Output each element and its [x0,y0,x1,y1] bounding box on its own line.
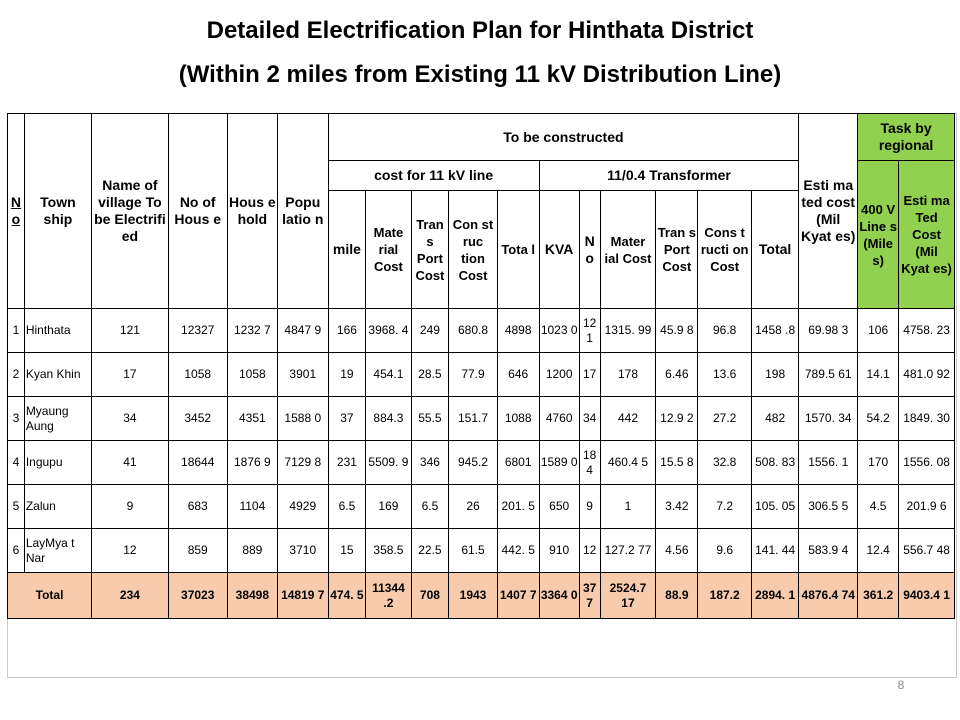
cell-400v: 170 [858,441,899,485]
cell-village: 34 [92,397,169,441]
cell-houses: 683 [168,485,227,529]
cell-tr-transport: 12.9 2 [656,397,698,441]
cell-tr-transport: 4.56 [656,529,698,573]
cell-no: 6 [8,529,25,573]
cell-mile: 19 [328,353,366,397]
cell-tr-no: 12 [579,529,600,573]
cell-village: 121 [92,309,169,353]
cell-tr-total: 482 [751,397,798,441]
table-row [8,397,955,441]
page-title: Detailed Electrification Plan for Hinthata District [206,17,754,44]
cell-tr-material: 127.2 77 [600,529,656,573]
header-est-cost: Esti ma ted cost (Mil Kyat es) [799,114,858,309]
cell-material: 454.1 [366,353,411,397]
header-transport-cost: Tran s Port Cost [411,191,449,309]
cell-village: 12 [92,529,169,573]
cell-household: 1058 [227,353,277,397]
cell-material: 5509. 9 [366,441,411,485]
total-400v: 361.2 [858,573,899,619]
total-label: Total [8,573,92,619]
cell-400v: 54.2 [858,397,899,441]
cell-household: 1232 7 [227,309,277,353]
cell-total: 1088 [497,397,539,441]
header-tr-material-cost: Mater ial Cost [600,191,656,309]
header-material-cost: Mate rial Cost [366,191,411,309]
cell-tr-material: 460.4 5 [600,441,656,485]
total-kva: 3364 0 [539,573,579,619]
header-est-ted-cost: Esti ma Ted Cost (Mil Kyat es) [899,161,955,309]
cell-mile: 231 [328,441,366,485]
total-houses: 37023 [168,573,227,619]
cell-no: 4 [8,441,25,485]
cell-tr-no: 12 1 [579,309,600,353]
cell-construction: 26 [449,485,497,529]
table-row [8,441,955,485]
total-mile: 474. 5 [328,573,366,619]
header-mile: mile [328,191,366,309]
cell-est-cost: 583.9 4 [799,529,858,573]
header-household: Hous e hold [227,114,277,309]
header-population: Popu latio n [278,114,328,309]
cell-tr-transport: 45.9 8 [656,309,698,353]
cell-tr-no: 17 [579,353,600,397]
cell-population: 3901 [278,353,328,397]
cell-township: Hinthata [24,309,91,353]
cell-township: Myaung Aung [24,397,91,441]
electrification-table [7,113,955,619]
cell-tr-material: 178 [600,353,656,397]
header-tr-no: No [579,191,600,309]
cell-no: 3 [8,397,25,441]
table-row [8,309,955,353]
cell-kva: 650 [539,485,579,529]
header-tr-construction-cost: Cons t ructi on Cost [698,191,752,309]
cell-tr-transport: 3.42 [656,485,698,529]
cell-total: 6801 [497,441,539,485]
cell-tr-construction: 32.8 [698,441,752,485]
total-construction: 1943 [449,573,497,619]
cell-no: 1 [8,309,25,353]
cell-est-cost: 789.5 61 [799,353,858,397]
cell-construction: 945.2 [449,441,497,485]
header-houses: No of Hous e [168,114,227,309]
total-tr-transport: 88.9 [656,573,698,619]
cell-material: 169 [366,485,411,529]
cell-houses: 18644 [168,441,227,485]
cell-tr-total: 141. 44 [751,529,798,573]
cell-transport: 22.5 [411,529,449,573]
page-subtitle: (Within 2 miles from Existing 11 kV Distribution Line) [178,61,782,88]
cell-tr-no: 9 [579,485,600,529]
header-construction-cost: Con st ruc tion Cost [449,191,497,309]
cell-houses: 12327 [168,309,227,353]
cell-kva: 1589 0 [539,441,579,485]
total-est-ted: 9403.4 1 [899,573,955,619]
header-no: No [8,114,25,309]
cell-400v: 12.4 [858,529,899,573]
cell-400v: 4.5 [858,485,899,529]
cell-tr-material: 1315. 99 [600,309,656,353]
cell-est-ted: 556.7 48 [899,529,955,573]
cell-tr-construction: 9.6 [698,529,752,573]
cell-tr-total: 508. 83 [751,441,798,485]
cell-no: 2 [8,353,25,397]
cell-est-ted: 1556. 08 [899,441,955,485]
table-row [8,485,955,529]
table-row [8,353,955,397]
cell-tr-total: 105. 05 [751,485,798,529]
cell-est-cost: 306.5 5 [799,485,858,529]
cell-village: 9 [92,485,169,529]
cell-construction: 61.5 [449,529,497,573]
total-village: 234 [92,573,169,619]
cell-tr-construction: 96.8 [698,309,752,353]
cell-township: Ingupu [24,441,91,485]
cell-township: LayMya t Nar [24,529,91,573]
header-transformer: 11/0.4 Transformer [539,161,799,191]
cell-total: 4898 [497,309,539,353]
total-tr-construction: 187.2 [698,573,752,619]
cell-est-cost: 1570. 34 [799,397,858,441]
cell-total: 442. 5 [497,529,539,573]
cell-material: 358.5 [366,529,411,573]
cell-kva: 1200 [539,353,579,397]
cell-no: 5 [8,485,25,529]
cell-population: 4929 [278,485,328,529]
cell-houses: 859 [168,529,227,573]
cell-est-ted: 1849. 30 [899,397,955,441]
header-tr-transport-cost: Tran s Port Cost [656,191,698,309]
cell-tr-total: 1458 .8 [751,309,798,353]
cell-transport: 28.5 [411,353,449,397]
cell-total: 201. 5 [497,485,539,529]
header-cost-11kv: cost for 11 kV line [328,161,539,191]
cell-transport: 346 [411,441,449,485]
cell-tr-construction: 27.2 [698,397,752,441]
cell-400v: 14.1 [858,353,899,397]
cell-population: 1588 0 [278,397,328,441]
header-400v-lines: 400 V Line s (Mile s) [858,161,899,309]
cell-est-cost: 1556. 1 [799,441,858,485]
cell-household: 1104 [227,485,277,529]
header-tr-total: Total [751,191,798,309]
cell-houses: 1058 [168,353,227,397]
cell-mile: 166 [328,309,366,353]
cell-material: 884.3 [366,397,411,441]
cell-township: Zalun [24,485,91,529]
cell-village: 17 [92,353,169,397]
total-total: 1407 7 [497,573,539,619]
cell-est-ted: 201.9 6 [899,485,955,529]
total-tr-material: 2524.7 17 [600,573,656,619]
header-to-be-constructed: To be constructed [328,114,799,161]
cell-population: 7129 8 [278,441,328,485]
cell-construction: 151.7 [449,397,497,441]
total-row [8,573,955,619]
total-tr-total: 2894. 1 [751,573,798,619]
header-village: Name of village To be Electrifi ed [92,114,169,309]
cell-tr-construction: 13.6 [698,353,752,397]
cell-mile: 37 [328,397,366,441]
header-township: Town ship [24,114,91,309]
cell-kva: 1023 0 [539,309,579,353]
total-tr-no: 377 [579,573,600,619]
cell-est-ted: 481.0 92 [899,353,955,397]
cell-est-ted: 4758. 23 [899,309,955,353]
cell-village: 41 [92,441,169,485]
cell-tr-construction: 7.2 [698,485,752,529]
cell-mile: 15 [328,529,366,573]
cell-tr-total: 198 [751,353,798,397]
cell-population: 4847 9 [278,309,328,353]
cell-household: 1876 9 [227,441,277,485]
cell-est-cost: 69.98 3 [799,309,858,353]
cell-tr-material: 442 [600,397,656,441]
header-total-11kv: Tota l [497,191,539,309]
cell-mile: 6.5 [328,485,366,529]
header-kva: KVA [539,191,579,309]
cell-construction: 680.8 [449,309,497,353]
cell-population: 3710 [278,529,328,573]
cell-transport: 6.5 [411,485,449,529]
total-population: 14819 7 [278,573,328,619]
cell-household: 889 [227,529,277,573]
cell-houses: 3452 [168,397,227,441]
cell-construction: 77.9 [449,353,497,397]
table-row [8,529,955,573]
cell-tr-material: 1 [600,485,656,529]
total-transport: 708 [411,573,449,619]
total-est-cost: 4876.4 74 [799,573,858,619]
total-household: 38498 [227,573,277,619]
cell-transport: 249 [411,309,449,353]
cell-tr-transport: 15.5 8 [656,441,698,485]
cell-household: 4351 [227,397,277,441]
cell-tr-no: 34 [579,397,600,441]
cell-tr-no: 18 4 [579,441,600,485]
cell-material: 3968. 4 [366,309,411,353]
cell-tr-transport: 6.46 [656,353,698,397]
total-material: 11344 .2 [366,573,411,619]
page-number: 8 [897,678,905,692]
cell-kva: 4760 [539,397,579,441]
cell-kva: 910 [539,529,579,573]
cell-400v: 106 [858,309,899,353]
header-task-regional: Task by regional [858,114,955,161]
cell-transport: 55.5 [411,397,449,441]
cell-total: 646 [497,353,539,397]
cell-township: Kyan Khin [24,353,91,397]
